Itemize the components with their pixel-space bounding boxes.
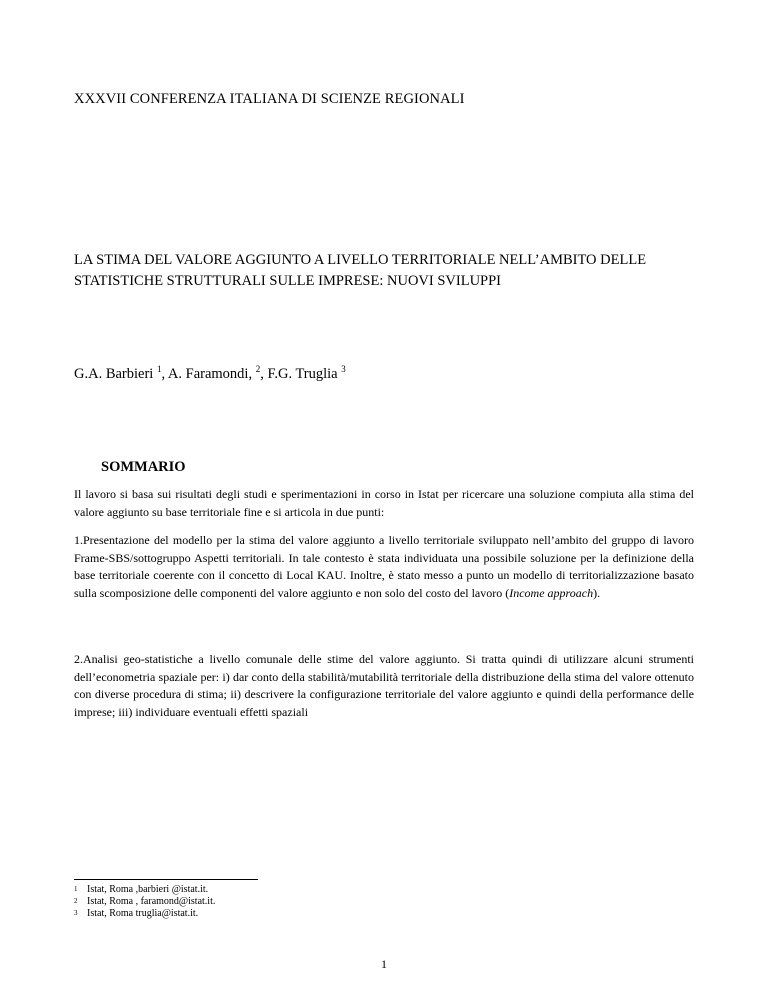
- income-approach-term: Income approach: [509, 585, 594, 600]
- title-line-2: STATISTICHE STRUTTURALI SULLE IMPRESE: NUOVI SVILUPPI: [74, 273, 501, 289]
- footnotes: [74, 884, 215, 920]
- footnote-text: Istat, Roma , faramond@istat.it.: [87, 896, 216, 907]
- footnote: [74, 884, 215, 896]
- paragraph-2-end: ).: [593, 585, 601, 600]
- footnote: [74, 896, 215, 908]
- abstract-paragraph-2: [74, 532, 694, 602]
- footnote-number: 2: [74, 897, 78, 905]
- footnote: [74, 908, 215, 920]
- footnote-number: 1: [74, 885, 78, 893]
- footnote-number: 3: [74, 909, 78, 917]
- footnote-text: Istat, Roma truglia@istat.it.: [87, 908, 199, 919]
- author-1: G.A. Barbieri: [74, 366, 157, 382]
- paragraph-2-text: 1.Presentazione del modello per la stima del valore aggiunto a livello territoriale sviluppato nell’ambito del gruppo di lavoro Frame-SBS/sottogruppo Aspetti territoriali. In tale contesto è stata individuata una possibile soluzione per la definizione della base territoriale coerente con il concetto di Local KAU. Inoltre, è stato messo a punto un modello di territorializzazione basato sulla scomposizione delle componenti del valore aggiunto e non solo del costo del lavoro (: [74, 533, 694, 600]
- abstract-paragraph-3: 2.Analisi geo-statistiche a livello comunale delle stime del valore aggiunto. Si tratta quindi di utilizzare alcuni strumenti dell’econometria spaziale per: i) dar conto della stabilità/mutabilità territoriale della distribuzione della stima del valore ottenuto con diverse procedura di stima; ii) descrivere la configurazione territoriale del valore aggiunto e quindi della performance delle imprese; iii) individuare eventuali effetti spaziali: [74, 652, 694, 719]
- author-2: , A. Faramondi,: [161, 366, 256, 382]
- author-1-footnote-ref[interactable]: 1: [156, 364, 162, 374]
- author-2-footnote-ref[interactable]: 2: [255, 364, 261, 374]
- conference-name: XXXVII CONFERENZA ITALIANA DI SCIENZE REGIONALI: [74, 91, 465, 107]
- author-3: , F.G. Truglia: [260, 366, 342, 382]
- footnote-text: Istat, Roma ,barbieri @istat.it.: [87, 884, 209, 895]
- author-3-footnote-ref[interactable]: 3: [341, 364, 346, 374]
- abstract-heading: SOMMARIO: [101, 459, 186, 475]
- title-line-1: LA STIMA DEL VALORE AGGIUNTO A LIVELLO TERRITORIALE NELL’AMBITO DELLE: [74, 252, 647, 268]
- abstract-paragraph-1: Il lavoro si basa sui risultati degli studi e sperimentazioni in corso in Istat per ricercare una soluzione compiuta alla stima del valore aggiunto su base territoriale fine e si articola in due punti:: [74, 487, 694, 519]
- footnote-separator: [74, 879, 258, 880]
- paper-title: [74, 250, 714, 292]
- page-number: 1: [381, 957, 387, 971]
- author-list: [74, 366, 346, 383]
